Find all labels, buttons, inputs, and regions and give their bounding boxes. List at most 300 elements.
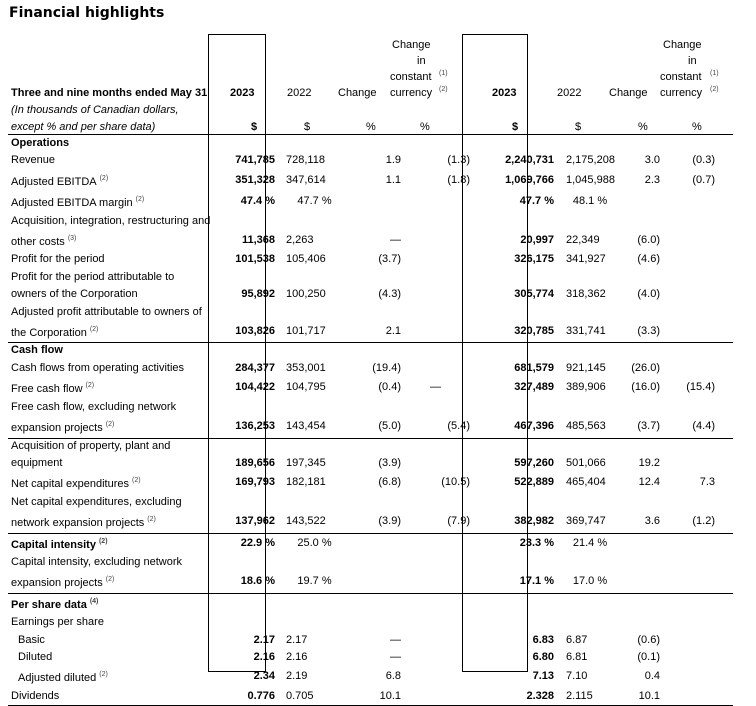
footnote-marker: (2) <box>132 477 141 485</box>
ytd-change-value <box>622 399 660 416</box>
section-rule <box>8 593 733 594</box>
q3-change-value <box>350 399 401 416</box>
q3-2022-value <box>279 213 350 230</box>
ytd-2023-value <box>492 614 558 631</box>
ytd-2022-value: 7.10 <box>566 670 588 683</box>
ytd-2022-value: 6.81 <box>566 650 588 663</box>
q3-2022-value: 2.17 <box>286 633 308 646</box>
q3-2022-value <box>279 438 350 455</box>
row-label <box>8 593 218 614</box>
q3-2022-value: 104,795 <box>286 381 326 394</box>
ytd-2022-value: 21.4 % <box>572 536 608 549</box>
ytd-2023-value: 522,889 <box>514 476 554 489</box>
ytd-2022-value: 341,927 <box>566 253 606 266</box>
q3-2022-value <box>279 614 350 631</box>
table-row <box>8 213 745 230</box>
q3-2022-value <box>279 135 350 152</box>
row-label <box>8 269 218 286</box>
row-label <box>8 377 218 398</box>
column-gap <box>470 213 492 230</box>
ytd-ccy-change-value <box>660 632 715 649</box>
ytd-ccy-change-value <box>660 360 715 377</box>
row-label <box>8 399 218 416</box>
table-row <box>8 472 745 493</box>
q3-change-header: Change <box>338 87 377 99</box>
footnote-marker: (2) <box>105 576 115 584</box>
row-label-text: network expansion projects <box>11 517 145 530</box>
q3-2022-value: 47.7 % <box>297 195 332 208</box>
column-gap <box>470 632 492 649</box>
ytd-ccy-change-value: (1.2) <box>692 515 715 528</box>
column-gap <box>470 688 492 705</box>
q3-2022-value: 19.7 % <box>297 575 332 588</box>
row-label-text: Net capital expenditures <box>11 478 130 491</box>
column-gap <box>715 438 745 455</box>
q3-2023-value <box>218 213 279 230</box>
q3-2022-value: 728,118 <box>286 154 325 167</box>
q3-ccy-change-value <box>401 135 470 152</box>
q3-2023-value <box>218 399 279 416</box>
column-gap <box>715 472 745 493</box>
column-gap <box>470 494 492 511</box>
footnote-marker: (2) <box>85 382 95 390</box>
ytd-ccy-change-value <box>660 649 715 666</box>
row-label <box>8 135 218 152</box>
ytd-change-value <box>622 494 660 511</box>
ytd-2022-header: 2022 <box>557 87 582 99</box>
q3-2022-value <box>279 494 350 511</box>
column-gap <box>470 533 492 554</box>
column-gap <box>715 593 745 614</box>
q3-2022-value <box>279 342 350 359</box>
q3-ccy-change-value <box>401 251 470 268</box>
q3-ccy-change-value <box>401 342 470 359</box>
table-row <box>8 191 745 212</box>
ytd-change-value: (0.1) <box>637 650 660 663</box>
q3-change-value: (3.9) <box>378 456 401 469</box>
q3-2023-value: 2.16 <box>253 650 275 663</box>
row-label <box>8 416 218 437</box>
q3-2023-value: 0.776 <box>247 689 275 702</box>
q3-ccy-change-value <box>401 286 470 303</box>
column-gap <box>715 321 745 342</box>
row-label-text: Basic <box>18 633 45 646</box>
q3-2023-value: 104,422 <box>235 381 275 394</box>
q3-2023-value: 2.34 <box>253 670 275 683</box>
q3-ccy-change-value <box>401 554 470 571</box>
ytd-ccy-change-value <box>660 251 715 268</box>
column-gap <box>715 191 745 212</box>
row-label <box>8 455 218 472</box>
column-gap <box>715 666 745 687</box>
ytd-2023-value: 2.328 <box>526 689 554 702</box>
row-label-text: Adjusted profit attributable to owners of <box>11 305 202 318</box>
column-gap <box>470 554 492 571</box>
column-gap <box>715 511 745 532</box>
row-label <box>8 438 218 455</box>
column-gap <box>470 170 492 191</box>
column-gap <box>715 554 745 571</box>
q3-ccy-line4: currency <box>390 87 433 99</box>
q3-ccy-change-value <box>401 688 470 705</box>
q3-2022-header: 2022 <box>287 87 312 99</box>
q3-2022-value: 197,345 <box>286 456 326 469</box>
table-row <box>8 377 745 398</box>
units-note-line1: (In thousands of Canadian dollars, <box>11 104 179 116</box>
q3-2023-unit: $ <box>251 121 258 133</box>
ytd-2022-value <box>558 213 622 230</box>
ytd-ccy-change-value <box>660 494 715 511</box>
row-label <box>8 571 218 592</box>
ytd-2023-value <box>492 269 558 286</box>
column-gap <box>470 593 492 614</box>
q3-change-value <box>350 191 401 212</box>
q3-2022-unit: $ <box>304 121 311 133</box>
ytd-2022-value: 1,045,988 <box>566 173 615 186</box>
table-row <box>8 571 745 592</box>
ytd-ccy-line1: Change <box>663 39 702 51</box>
ytd-2022-value: 465,404 <box>566 476 606 489</box>
row-label <box>8 286 218 303</box>
q3-2022-value <box>279 269 350 286</box>
q3-ccy-change-value <box>401 438 470 455</box>
column-gap <box>470 342 492 359</box>
ytd-change-value <box>622 438 660 455</box>
ytd-ccy-change-value: (4.4) <box>692 420 715 433</box>
ytd-2023-value: 327,489 <box>514 381 554 394</box>
q3-change-value <box>350 571 401 592</box>
row-label-text: Free cash flow, excluding network <box>11 400 177 413</box>
ytd-2022-value <box>558 399 622 416</box>
ytd-2023-value: 382,982 <box>514 515 554 528</box>
q3-ccy-line3: constant <box>390 71 432 83</box>
q3-2022-value: 2.16 <box>286 650 308 663</box>
ytd-2023-value: 681,579 <box>514 361 554 374</box>
q3-change-value: (4.3) <box>378 288 401 301</box>
column-gap <box>715 533 745 554</box>
table-row <box>8 632 745 649</box>
q3-ccy-footnote-2: (2) <box>439 86 448 93</box>
q3-change-value <box>350 438 401 455</box>
q3-change-value <box>350 614 401 631</box>
q3-2023-value: 351,328 <box>235 173 275 186</box>
table-row <box>8 170 745 191</box>
q3-ccy-change-value <box>401 321 470 342</box>
q3-2022-value: 143,454 <box>286 420 326 433</box>
ytd-ccy-change-value <box>660 399 715 416</box>
ytd-2022-value: 921,145 <box>566 361 606 374</box>
ytd-2023-value: 597,260 <box>514 456 554 469</box>
q3-change-value: 6.8 <box>385 670 401 683</box>
row-label <box>8 342 218 359</box>
q3-2023-value: 169,793 <box>235 476 275 489</box>
ytd-change-value: (6.0) <box>637 234 660 247</box>
q3-ccy-change-value: — <box>430 381 441 394</box>
footnote-marker: (2) <box>98 537 108 545</box>
column-gap <box>715 152 745 169</box>
q3-change-value: (0.4) <box>378 381 401 394</box>
ytd-change-value <box>622 213 660 230</box>
row-label-text: Free cash flow <box>11 383 83 396</box>
q3-2023-value: 741,785 <box>235 154 275 167</box>
ytd-2022-value <box>558 135 622 152</box>
q3-change-value: 2.1 <box>385 325 401 338</box>
q3-ccy-change-value <box>401 632 470 649</box>
table-row <box>8 455 745 472</box>
row-label <box>8 213 218 230</box>
q3-change-unit: % <box>366 121 376 133</box>
q3-2022-value: 25.0 % <box>297 536 332 549</box>
ytd-change-unit: % <box>638 121 648 133</box>
row-label <box>8 614 218 631</box>
row-label-text: expansion projects <box>11 577 103 590</box>
ytd-2023-value: 320,785 <box>514 325 554 338</box>
q3-2023-value: 101,538 <box>235 253 275 266</box>
row-label-text: Capital intensity, excluding network <box>11 555 182 568</box>
q3-change-value: — <box>390 650 401 663</box>
column-gap <box>715 269 745 286</box>
ytd-ccy-change-value <box>660 614 715 631</box>
q3-2022-value: 101,717 <box>286 325 326 338</box>
row-label <box>8 533 218 554</box>
row-label-text: equipment <box>11 456 63 469</box>
table-row <box>8 269 745 286</box>
column-gap <box>470 455 492 472</box>
table-row <box>8 152 745 169</box>
ytd-2023-value: 23.3 % <box>519 536 554 549</box>
table-row <box>8 321 745 342</box>
ytd-2022-value <box>558 593 622 614</box>
q3-change-value <box>350 593 401 614</box>
ytd-change-value: (26.0) <box>631 361 660 374</box>
q3-ccy-change-value: (1.8) <box>447 173 470 186</box>
row-label <box>8 472 218 493</box>
column-gap <box>470 649 492 666</box>
footnote-marker: (2) <box>105 421 115 429</box>
ytd-change-value: (0.6) <box>637 633 660 646</box>
q3-2022-value: 2.19 <box>286 670 308 683</box>
q3-2023-value: 95,892 <box>241 288 275 301</box>
column-gap <box>470 286 492 303</box>
ytd-2022-value <box>558 342 622 359</box>
row-label <box>8 554 218 571</box>
row-label-text: Acquisition, integration, restructuring and <box>11 214 211 227</box>
ytd-2023-value <box>492 554 558 571</box>
column-gap <box>470 438 492 455</box>
column-gap <box>715 688 745 705</box>
q3-ccy-change-value <box>401 230 470 251</box>
q3-ccy-change-value <box>401 593 470 614</box>
q3-2023-value <box>218 593 279 614</box>
ytd-ccy-change-value <box>660 191 715 212</box>
section-rule <box>8 438 733 439</box>
q3-ccy-line1: Change <box>392 39 431 51</box>
ytd-2022-value <box>558 554 622 571</box>
q3-2023-value <box>218 135 279 152</box>
table-row <box>8 230 745 251</box>
row-label-text: Diluted <box>18 650 53 663</box>
ytd-change-value: 10.1 <box>638 689 660 702</box>
table-row <box>8 533 745 554</box>
row-label-text: Adjusted diluted <box>18 672 97 685</box>
ytd-2022-value: 2.115 <box>566 689 593 702</box>
q3-change-value <box>350 533 401 554</box>
q3-change-value: (6.8) <box>378 476 401 489</box>
row-label <box>8 170 218 191</box>
ytd-change-value <box>622 533 660 554</box>
q3-ccy-change-value <box>401 191 470 212</box>
ytd-change-value <box>622 571 660 592</box>
ytd-2023-value <box>492 593 558 614</box>
q3-ccy-change-value <box>401 666 470 687</box>
ytd-2023-value: 7.13 <box>532 670 554 683</box>
q3-change-value: 1.1 <box>385 173 401 186</box>
row-label-text: Adjusted EBITDA <box>11 175 97 188</box>
section-header-row <box>8 342 745 359</box>
ytd-ccy-change-value <box>660 342 715 359</box>
column-gap <box>715 170 745 191</box>
ytd-2022-value <box>558 304 622 321</box>
ytd-2022-unit: $ <box>575 121 582 133</box>
ytd-2022-value: 318,362 <box>566 288 606 301</box>
ytd-2023-value <box>492 494 558 511</box>
q3-ccy-footnote-1: (1) <box>439 70 448 77</box>
ytd-2023-value: 467,396 <box>514 420 554 433</box>
row-label-text: Capital intensity <box>11 538 96 551</box>
column-gap <box>715 455 745 472</box>
column-gap <box>715 230 745 251</box>
q3-2023-value <box>218 304 279 321</box>
q3-change-value: 1.9 <box>385 154 401 167</box>
q3-change-value: — <box>390 633 401 646</box>
table-row <box>8 649 745 666</box>
row-label-text: Revenue <box>11 154 56 167</box>
column-gap <box>715 342 745 359</box>
q3-2022-value: 2,263 <box>286 234 314 247</box>
table-row <box>8 360 745 377</box>
ytd-change-value: 3.0 <box>644 154 660 167</box>
row-label-text: Cash flows from operating activities <box>11 361 185 374</box>
column-gap <box>715 614 745 631</box>
row-label <box>8 688 218 705</box>
section-header-row <box>8 593 745 614</box>
row-label-text: other costs <box>11 236 65 249</box>
column-gap <box>715 286 745 303</box>
ytd-ccy-change-value <box>660 554 715 571</box>
q3-2023-value <box>218 269 279 286</box>
q3-change-value <box>350 269 401 286</box>
column-gap <box>470 666 492 687</box>
column-gap <box>715 251 745 268</box>
q3-change-value <box>350 135 401 152</box>
ytd-ccy-change-value <box>660 286 715 303</box>
footnote-marker: (2) <box>135 196 145 204</box>
q3-2022-value: 105,406 <box>286 253 326 266</box>
ytd-change-value <box>622 614 660 631</box>
column-gap <box>470 269 492 286</box>
q3-2023-value <box>218 554 279 571</box>
q3-2022-value <box>279 304 350 321</box>
q3-2022-value: 347,614 <box>286 173 326 186</box>
q3-change-value <box>350 213 401 230</box>
q3-2022-value <box>279 399 350 416</box>
q3-change-value <box>350 494 401 511</box>
ytd-ccy-unit: % <box>692 121 702 133</box>
column-gap <box>470 251 492 268</box>
row-label <box>8 304 218 321</box>
table-row <box>8 494 745 511</box>
footnote-marker: (4) <box>89 597 99 605</box>
section-rule <box>8 342 733 343</box>
ytd-2023-value <box>492 399 558 416</box>
q3-2022-value <box>279 593 350 614</box>
row-label-text: Cash flow <box>11 344 63 357</box>
ytd-change-value: (4.6) <box>637 253 660 266</box>
table-row <box>8 688 745 705</box>
q3-2023-value: 189,656 <box>235 456 275 469</box>
q3-2023-value <box>218 438 279 455</box>
table-row <box>8 251 745 268</box>
q3-change-value: — <box>390 234 401 247</box>
ytd-2022-value: 17.0 % <box>572 575 608 588</box>
row-label <box>8 511 218 532</box>
column-gap <box>715 571 745 592</box>
ytd-change-value: 3.6 <box>644 515 660 528</box>
ytd-ccy-change-value: (0.7) <box>692 173 715 186</box>
q3-2022-value: 353,001 <box>286 361 326 374</box>
table-row <box>8 286 745 303</box>
footnote-marker: (3) <box>67 235 77 243</box>
q3-2023-value: 18.6 % <box>240 575 275 588</box>
q3-ccy-change-value <box>401 533 470 554</box>
q3-ccy-change-value: (7.9) <box>447 515 470 528</box>
q3-ccy-change-value: (10.5) <box>441 476 470 489</box>
ytd-change-value <box>622 269 660 286</box>
column-gap <box>715 377 745 398</box>
ytd-2022-value <box>558 269 622 286</box>
column-gap <box>470 152 492 169</box>
q3-change-value: (5.0) <box>378 420 401 433</box>
footnote-marker: (2) <box>99 671 108 679</box>
ytd-change-value: (4.0) <box>637 288 660 301</box>
ytd-ccy-change-value <box>660 269 715 286</box>
q3-ccy-change-value <box>401 213 470 230</box>
ytd-2023-value: 20,997 <box>520 234 554 247</box>
table-row <box>8 554 745 571</box>
table-row <box>8 666 745 687</box>
q3-2023-value: 284,377 <box>235 361 275 374</box>
row-label <box>8 666 218 687</box>
row-label <box>8 360 218 377</box>
table-row <box>8 614 745 631</box>
q3-2022-value: 100,250 <box>286 288 326 301</box>
column-gap <box>470 321 492 342</box>
q3-2023-value <box>218 342 279 359</box>
ytd-2022-value: 485,563 <box>566 420 606 433</box>
ytd-2022-value: 389,906 <box>566 381 606 394</box>
column-gap <box>715 213 745 230</box>
ytd-2023-value: 326,175 <box>514 253 554 266</box>
ytd-ccy-change-value <box>660 571 715 592</box>
q3-2023-value: 11,368 <box>241 234 275 247</box>
q3-ccy-unit: % <box>420 121 430 133</box>
q3-ccy-change-value <box>401 399 470 416</box>
q3-ccy-change-value <box>401 649 470 666</box>
row-label <box>8 230 218 251</box>
q3-ccy-change-value <box>401 494 470 511</box>
q3-2022-value: 143,522 <box>286 515 326 528</box>
ytd-2022-value <box>558 494 622 511</box>
